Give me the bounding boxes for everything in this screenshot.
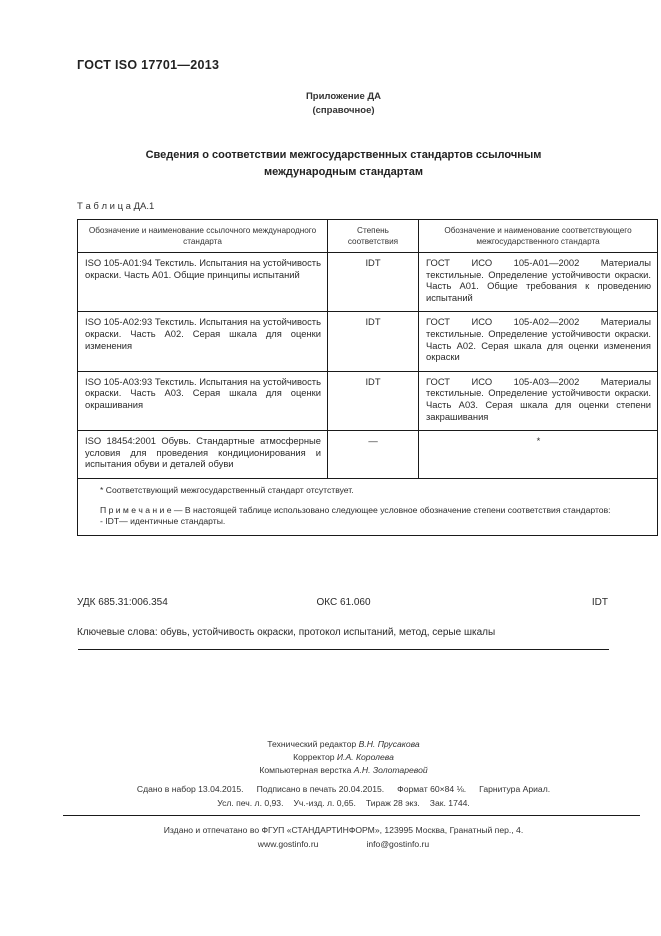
website-text: www.gostinfo.ru xyxy=(257,838,319,849)
degree-cell: IDT xyxy=(328,312,419,371)
print-sheets-conv: Усл. печ. л. 0,93. xyxy=(217,797,284,808)
print-format: Формат 60×84 ⅛. xyxy=(397,783,467,794)
reference-cell: ISO 18454:2001 Обувь. Стандартные атмосферные условия для проведения кондиционирования и испытания обуви и деталей обуви xyxy=(78,431,328,479)
column-header-degree: Степень соответствия xyxy=(328,220,419,253)
staff-name: И.А. Королева xyxy=(336,751,394,762)
keywords-separator-rule xyxy=(78,649,609,650)
print-set-date: Сдано в набор 13.04.2015. xyxy=(136,783,244,794)
degree-cell: IDT xyxy=(328,253,419,312)
print-info-line-1 xyxy=(77,784,610,794)
page-content xyxy=(77,0,651,849)
staff-line xyxy=(77,738,610,751)
column-header-reference-standard: Обозначение и наименование ссылочного международного стандарта xyxy=(78,220,328,253)
annex-subtitle: (справочное) xyxy=(312,105,375,116)
interstate-cell: * xyxy=(419,431,658,479)
degree-cell: IDT xyxy=(328,371,419,430)
note-item-idt: - IDT— идентичные стандарты. xyxy=(100,515,226,526)
table-row xyxy=(78,431,658,479)
publisher-line: Издано и отпечатано во ФГУП «СТАНДАРТИНФОРМ», 123995 Москва, Гранатный пер., 4. xyxy=(163,824,524,835)
interstate-cell: ГОСТ ИСО 105-А02—2002 Материалы текстильные. Определение устойчивости окраски. Часть А02. Серая шкала для оценки изменения окраски xyxy=(419,312,658,371)
page-title-line-2: международным стандартам xyxy=(264,166,423,178)
staff-name: В.Н. Прусакова xyxy=(358,738,420,749)
email-text: info@gostinfo.ru xyxy=(366,838,430,849)
staff-role: Корректор xyxy=(293,751,335,762)
print-circulation: Тираж 28 экз. xyxy=(365,797,420,808)
correspondence-table xyxy=(77,219,658,536)
classification-codes-row xyxy=(77,597,610,610)
interstate-cell: ГОСТ ИСО 105-А01—2002 Материалы текстильные. Определение устойчивости окраски. Часть А01. Общие требования к проведению испытаний xyxy=(419,253,658,312)
table-header-row xyxy=(78,220,658,253)
imprint-separator-rule xyxy=(63,815,640,816)
page-title xyxy=(77,147,610,181)
reference-cell: ISO 105-A01:94 Текстиль. Испытания на устойчивость окраски. Часть А01. Общие принципы испытаний xyxy=(78,253,328,312)
note-text: П р и м е ч а н и е — В настоящей таблице использовано следующее условное обозначение степени соответствия стандартов: xyxy=(100,504,611,515)
print-order: Зак. 1744. xyxy=(429,797,470,808)
table-row xyxy=(78,371,658,430)
reference-cell: ISO 105-A02:93 Текстиль. Испытания на устойчивость окраски. Часть А02. Серая шкала для оценки изменения xyxy=(78,312,328,371)
table-label: Т а б л и ц а ДА.1 xyxy=(77,201,155,212)
print-typeface: Гарнитура Ариал. xyxy=(479,783,551,794)
staff-line xyxy=(77,751,610,764)
table-row xyxy=(78,253,658,312)
annex-title: Приложение ДА xyxy=(305,91,382,102)
table-footnote-row xyxy=(78,478,658,535)
publisher-contacts xyxy=(77,839,610,849)
idt-degree-label: IDT xyxy=(591,596,608,608)
page-title-line-1: Сведения о соответствии межгосударственных стандартов ссылочным xyxy=(145,149,542,161)
doc-code: ГОСТ ISO 17701—2013 xyxy=(77,58,220,72)
annex-heading xyxy=(77,90,610,118)
staff-role: Технический редактор xyxy=(267,738,357,749)
table-row xyxy=(78,312,658,371)
column-header-interstate-standard: Обозначение и наименование соответствующего межгосударственного стандарта xyxy=(419,220,658,253)
interstate-cell: ГОСТ ИСО 105-А03—2002 Материалы текстильные. Определение устойчивости окраски. Часть А03. Серая шкала для оценки степени закрашивания xyxy=(419,371,658,430)
print-sheets-pub: Уч.-изд. л. 0,65. xyxy=(293,797,356,808)
keywords-line: Ключевые слова: обувь, устойчивость окраски, протокол испытаний, метод, серые шкалы xyxy=(77,626,496,638)
colophon-staff-block xyxy=(77,738,610,777)
table-footnote-cell xyxy=(78,478,658,535)
staff-role: Компьютерная верстка xyxy=(259,764,352,775)
staff-name: А.Н. Золотаревой xyxy=(353,764,428,775)
print-info-line-2 xyxy=(77,798,610,808)
degree-cell: — xyxy=(328,431,419,479)
staff-line xyxy=(77,764,610,777)
footnote-text: * Соответствующий межгосударственный стандарт отсутствует. xyxy=(100,484,354,495)
oks-code: ОКС 61.060 xyxy=(316,596,371,608)
print-sign-date: Подписано в печать 20.04.2015. xyxy=(256,783,385,794)
udk-code: УДК 685.31:006.354 xyxy=(77,596,168,608)
reference-cell: ISO 105-A03:93 Текстиль. Испытания на устойчивость окраски. Часть А03. Серая шкала для оценки окрашивания xyxy=(78,371,328,430)
